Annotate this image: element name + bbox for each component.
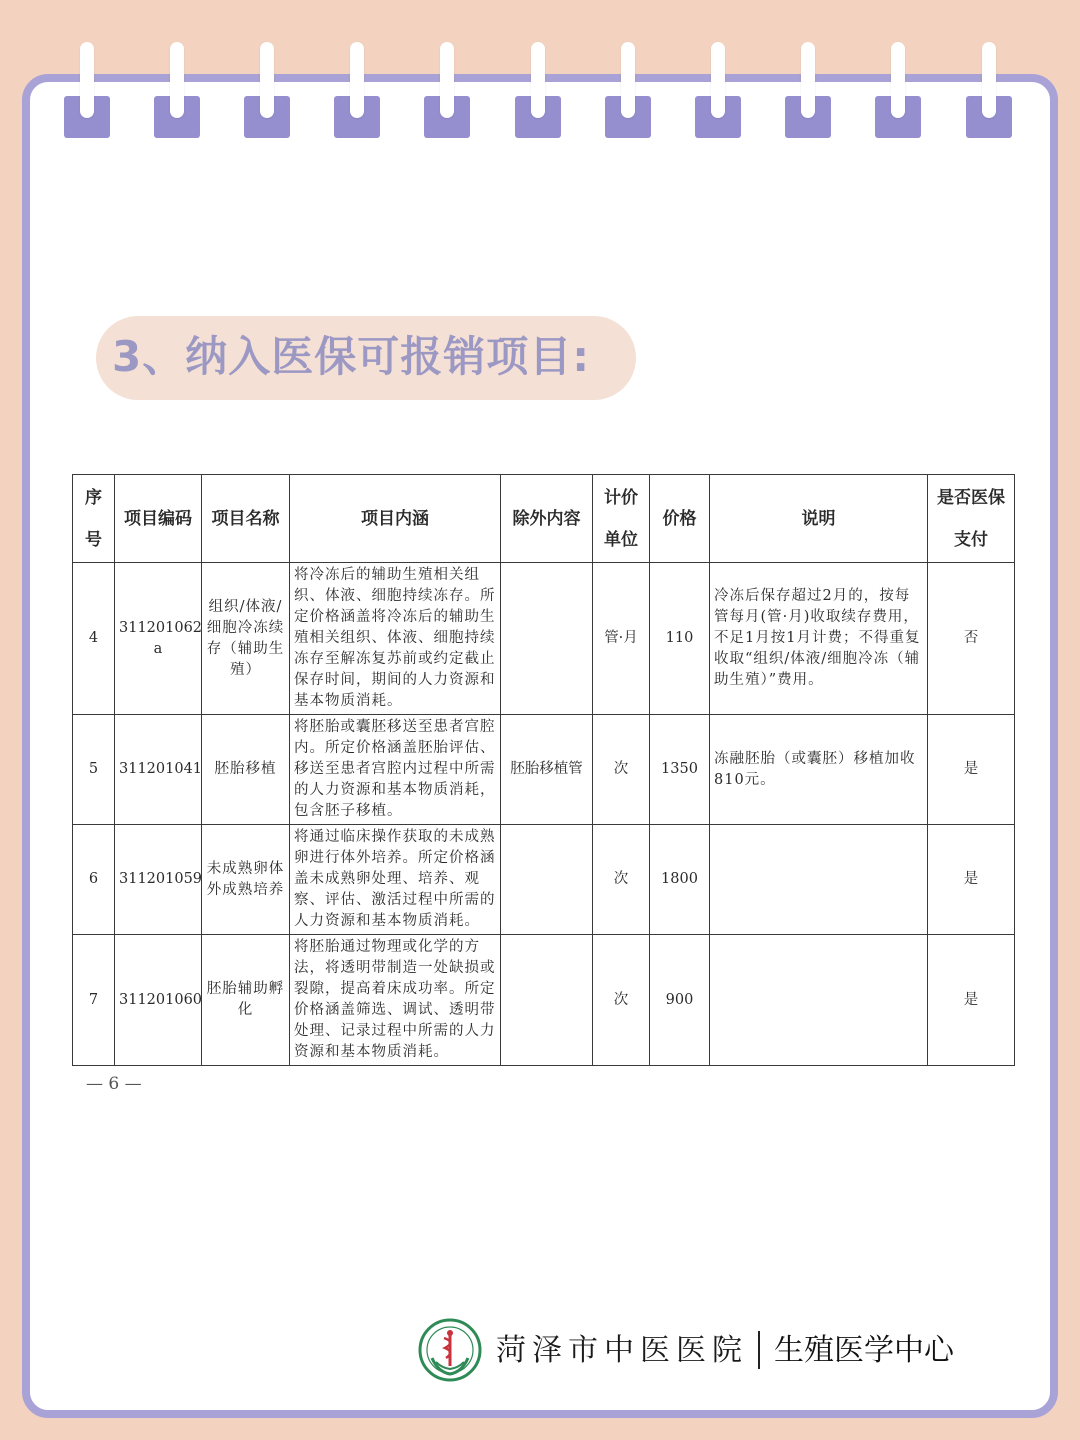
hospital-name: 菏泽市中医医院 (496, 1333, 748, 1368)
hospital-emblem-icon (418, 1318, 482, 1382)
footer-divider (758, 1331, 760, 1369)
table-row (73, 563, 1015, 715)
cell-content: 将通过临床操作获取的未成熟卵进行体外培养。所定价格涵盖未成熟卵处理、培养、观察、评估、激活过程中所需的人力资源和基本物质消耗。 (290, 825, 501, 935)
cell-insured: 是 (928, 825, 1015, 935)
cell-code: 311201059 (115, 825, 202, 935)
table-row (73, 825, 1015, 935)
header-exclusion: 除外内容 (501, 475, 593, 563)
cell-price: 110 (650, 563, 710, 715)
table-row (73, 935, 1015, 1066)
header-content: 项目内涵 (290, 475, 501, 563)
cell-price: 1800 (650, 825, 710, 935)
binding-ring (244, 42, 290, 142)
cell-content: 将胚胎通过物理或化学的方法，将透明带制造一处缺损或裂隙，提高着床成功率。所定价格涵盖筛选、调试、透明带处理、记录过程中所需的人力资源和基本物质消耗。 (290, 935, 501, 1066)
cell-unit: 管·月 (593, 563, 650, 715)
cell-code: 311201060 (115, 935, 202, 1066)
binding-ring (875, 42, 921, 142)
binding-ring (424, 42, 470, 142)
cell-seq: 7 (73, 935, 115, 1066)
spiral-binding (64, 42, 1016, 142)
header-price: 价格 (650, 475, 710, 563)
header-name: 项目名称 (202, 475, 290, 563)
cell-name: 胚胎移植 (202, 715, 290, 825)
cell-name: 胚胎辅助孵化 (202, 935, 290, 1066)
cell-code: 311201062 a (115, 563, 202, 715)
cell-note (710, 825, 928, 935)
cell-note: 冷冻后保存超过2月的，按每管每月(管·月)收取续存费用，不足1月按1月计费；不得重复收取“组织/体液/细胞冷冻（辅助生殖）”费用。 (710, 563, 928, 715)
binding-ring (515, 42, 561, 142)
cell-unit: 次 (593, 825, 650, 935)
header-seq: 序 号 (73, 475, 115, 563)
binding-ring (966, 42, 1012, 142)
header-insured: 是否医保 支付 (928, 475, 1015, 563)
binding-ring (605, 42, 651, 142)
binding-ring (154, 42, 200, 142)
cell-content: 将冷冻后的辅助生殖相关组织、体液、细胞持续冻存。所定价格涵盖将冷冻后的辅助生殖相关组织、体液、细胞持续冻存至解冻复苏前或约定截止保存时间，期间的人力资源和基本物质消耗。 (290, 563, 501, 715)
cell-exclusion: 胚胎移植管 (501, 715, 593, 825)
cell-exclusion (501, 563, 593, 715)
cell-seq: 6 (73, 825, 115, 935)
header-code: 项目编码 (115, 475, 202, 563)
table-header-row (73, 475, 1015, 563)
binding-ring (695, 42, 741, 142)
cell-insured: 是 (928, 715, 1015, 825)
header-note: 说明 (710, 475, 928, 563)
cell-insured: 是 (928, 935, 1015, 1066)
cell-seq: 4 (73, 563, 115, 715)
cell-code: 311201041 (115, 715, 202, 825)
binding-ring (334, 42, 380, 142)
cell-exclusion (501, 825, 593, 935)
cell-unit: 次 (593, 935, 650, 1066)
page-number: — 6 — (86, 1074, 142, 1094)
cell-unit: 次 (593, 715, 650, 825)
cell-exclusion (501, 935, 593, 1066)
binding-ring (785, 42, 831, 142)
binding-ring (64, 42, 110, 142)
cell-insured: 否 (928, 563, 1015, 715)
table-row (73, 715, 1015, 825)
cell-seq: 5 (73, 715, 115, 825)
cell-price: 900 (650, 935, 710, 1066)
header-unit: 计价 单位 (593, 475, 650, 563)
cell-note (710, 935, 928, 1066)
cell-name: 组织/体液/细胞冷冻续存（辅助生殖） (202, 563, 290, 715)
cell-note: 冻融胚胎（或囊胚）移植加收810元。 (710, 715, 928, 825)
cell-price: 1350 (650, 715, 710, 825)
department-name: 生殖医学中心 (774, 1333, 954, 1368)
fee-table (72, 474, 1015, 1066)
cell-content: 将胚胎或囊胚移送至患者宫腔内。所定价格涵盖胚胎评估、移送至患者宫腔内过程中所需的人力资源和基本物质消耗，包含胚子移植。 (290, 715, 501, 825)
page-title: 3、纳入医保可报销项目: (112, 332, 591, 381)
cell-name: 未成熟卵体外成熟培养 (202, 825, 290, 935)
